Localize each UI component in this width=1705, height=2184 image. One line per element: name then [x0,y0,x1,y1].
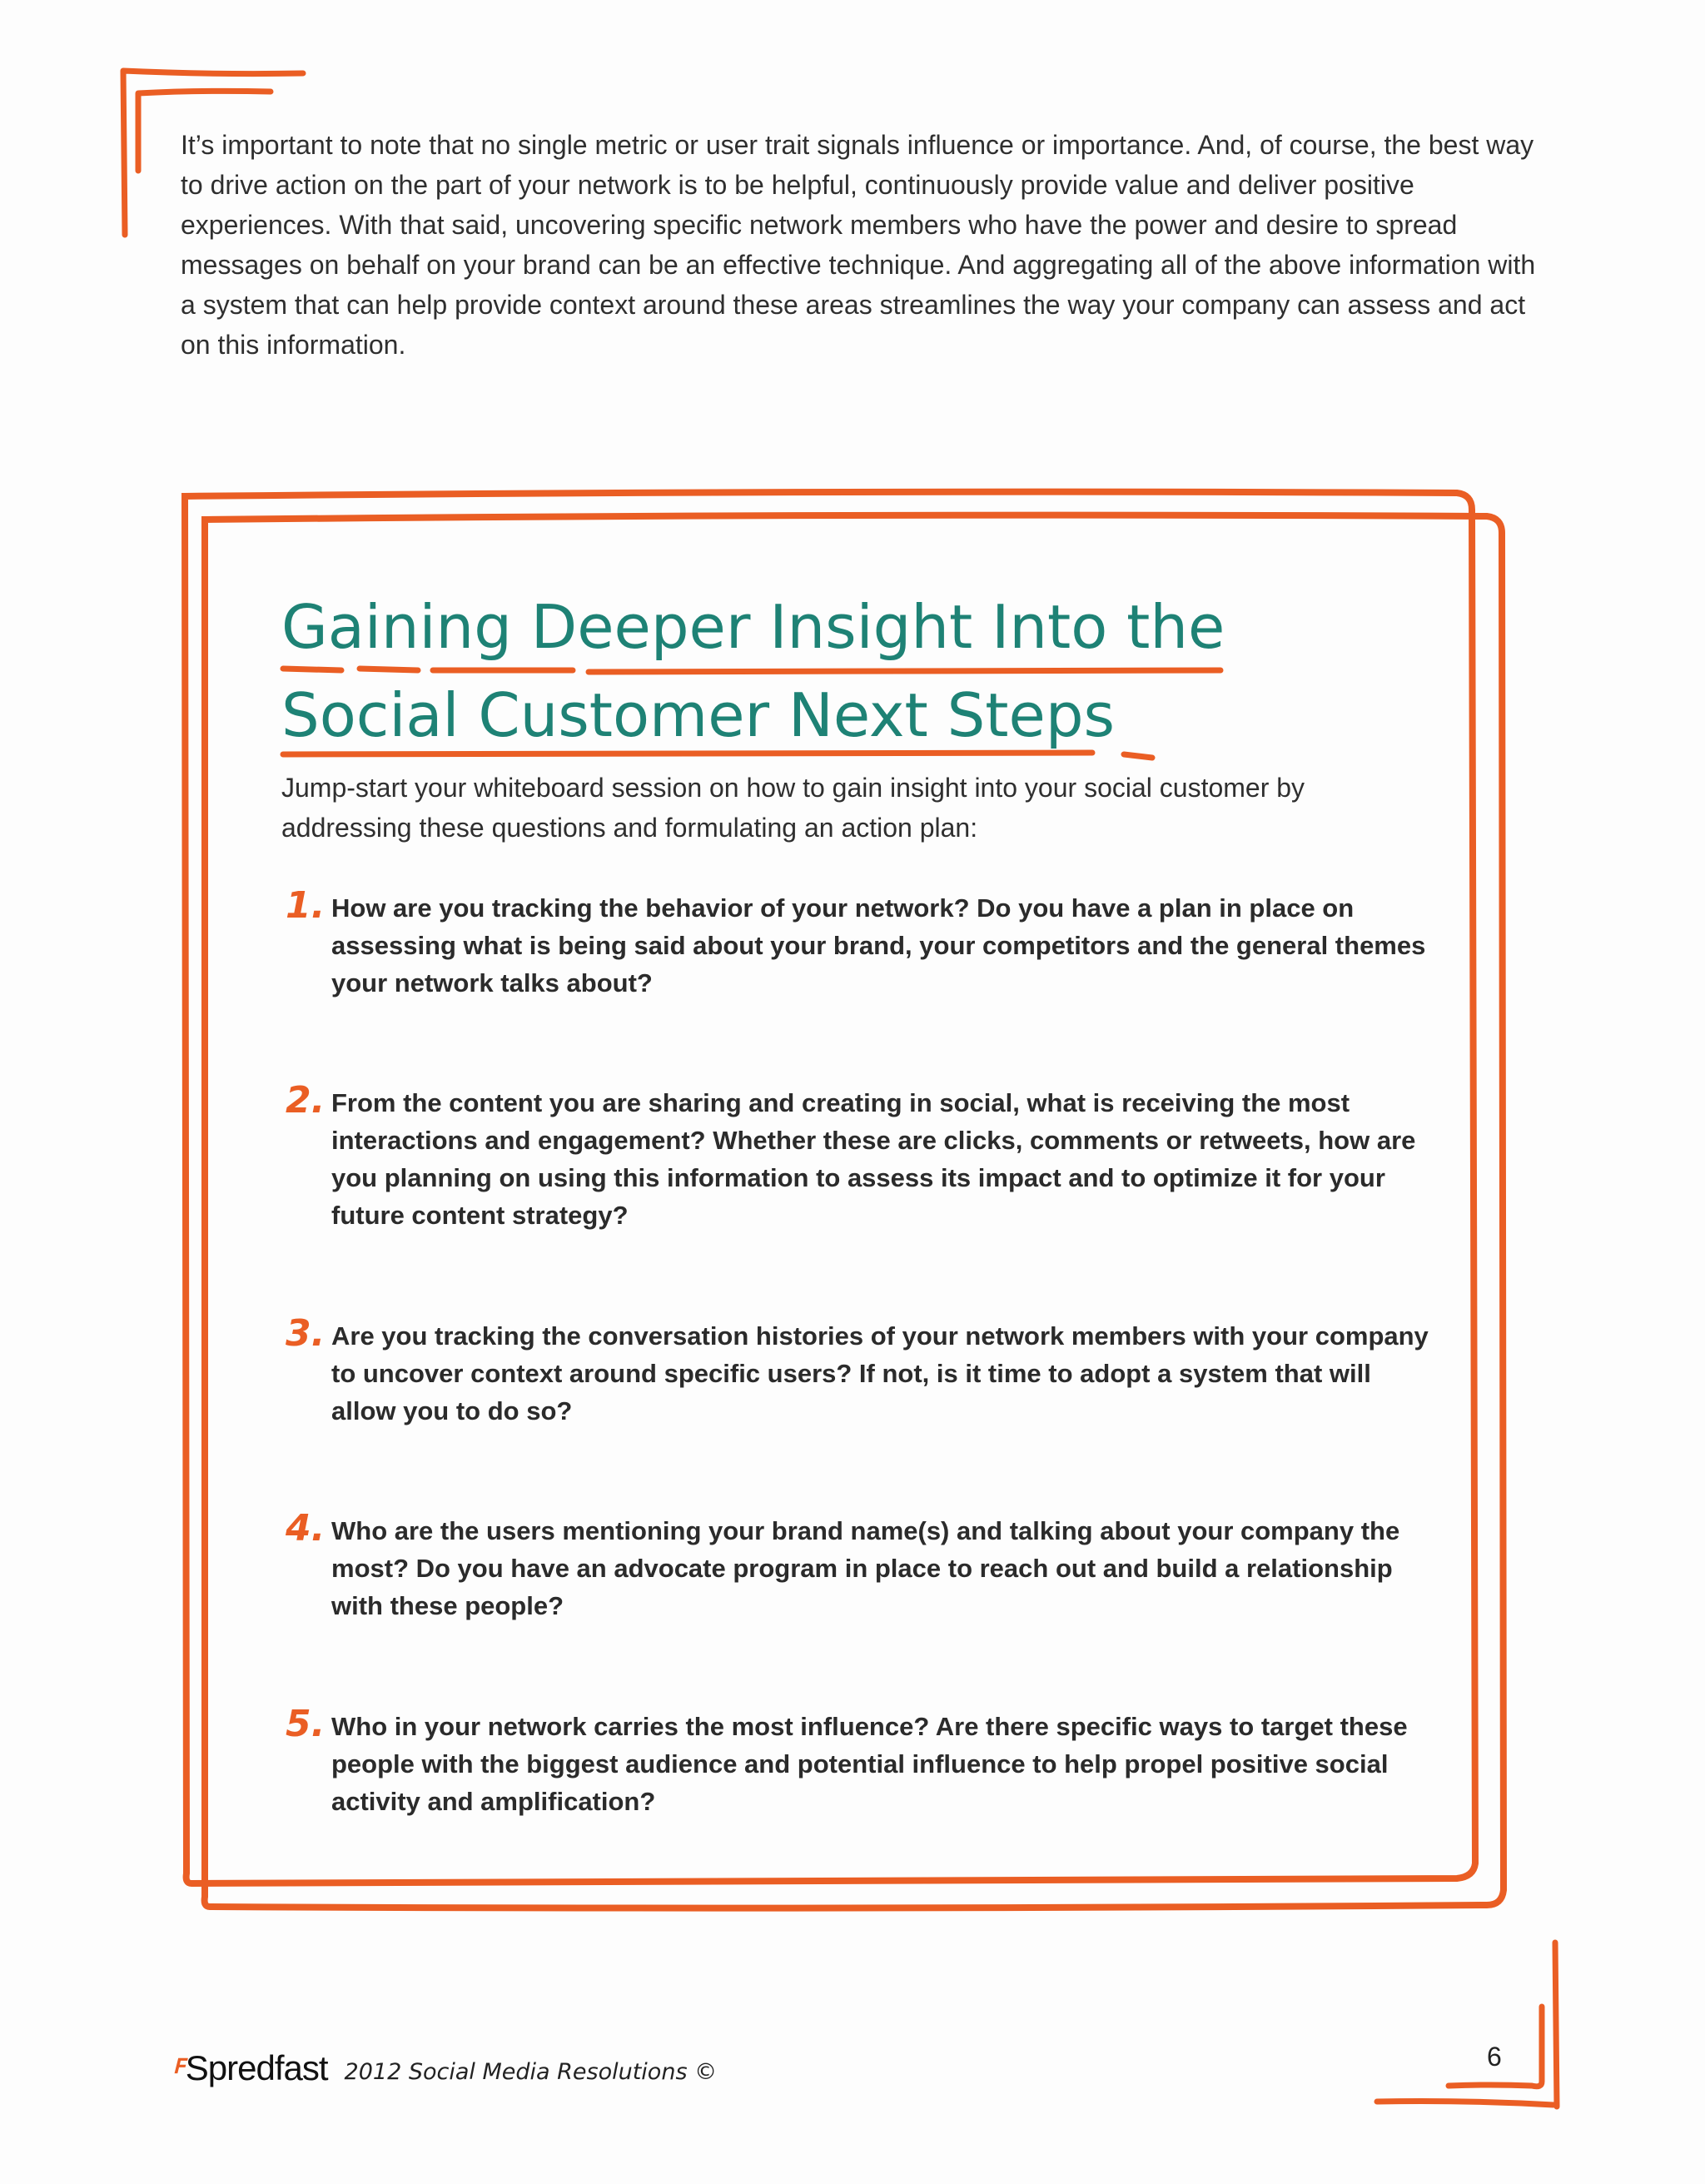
footer-title: 2012 Social Media Resolutions © [344,2059,718,2085]
item-text: Who in your network carries the most influence? Are there specific ways to target these people with the biggest audience and potential influence to help propel positive social activity and amplification? [331,1712,1408,1816]
section-subtitle: Jump-start your whiteboard session on how to gain insight into your social customer by addressing these questions and formulating an action plan: [281,773,1305,843]
corner-bracket-bottom-right [1377,1943,1557,2107]
item-text: How are you tracking the behavior of your network? Do you have a plan in place on assessing what is being said about your brand, your competitors and the general themes your network talks about? [331,893,1426,997]
title-line-1: Gaining Deeper Insight Into the [281,592,1225,662]
item-number: 5. [286,1703,326,1745]
title-line-2: Social Customer Next Steps [281,680,1116,750]
item-number: 2. [286,1079,326,1122]
page-number: 6 [1487,2042,1502,2072]
section-title [281,583,1464,759]
spredfast-logo-icon: ꟳ [171,2053,182,2090]
item-text: From the content you are sharing and creating in social, what is receiving the most interactions and engagement? Whether these are clicks, comments or retweets, how are you planning on using this information to assess its impact and to optimize it for your future content strategy? [331,1088,1416,1230]
footer-logo: Spredfast [185,2048,328,2087]
intro-paragraph: It’s important to note that no single metric or user trait signals influence or importance. And, of course, the best way to drive action on the part of your network is to be helpful, continuously provide value and deliver positive experiences. With that said, uncovering specific network members who have the power and desire to spread messages on behalf on your brand can be an effective technique. And aggregating all of the above information with a system that can help provide context around these areas streamlines the way your company can assess and act on this information. [181,130,1536,360]
item-number: 1. [286,884,326,927]
footer [171,2048,717,2088]
item-number: 3. [286,1312,326,1355]
item-text: Are you tracking the conversation histories of your network members with your company to uncover context around specific users? If not, is it time to adopt a system that will allow you to do so? [331,1321,1429,1425]
item-text: Who are the users mentioning your brand name(s) and talking about your company the most? Do you have an advocate program in place to reach out and build a relationship with these people? [331,1516,1400,1620]
item-number: 4. [286,1507,326,1550]
